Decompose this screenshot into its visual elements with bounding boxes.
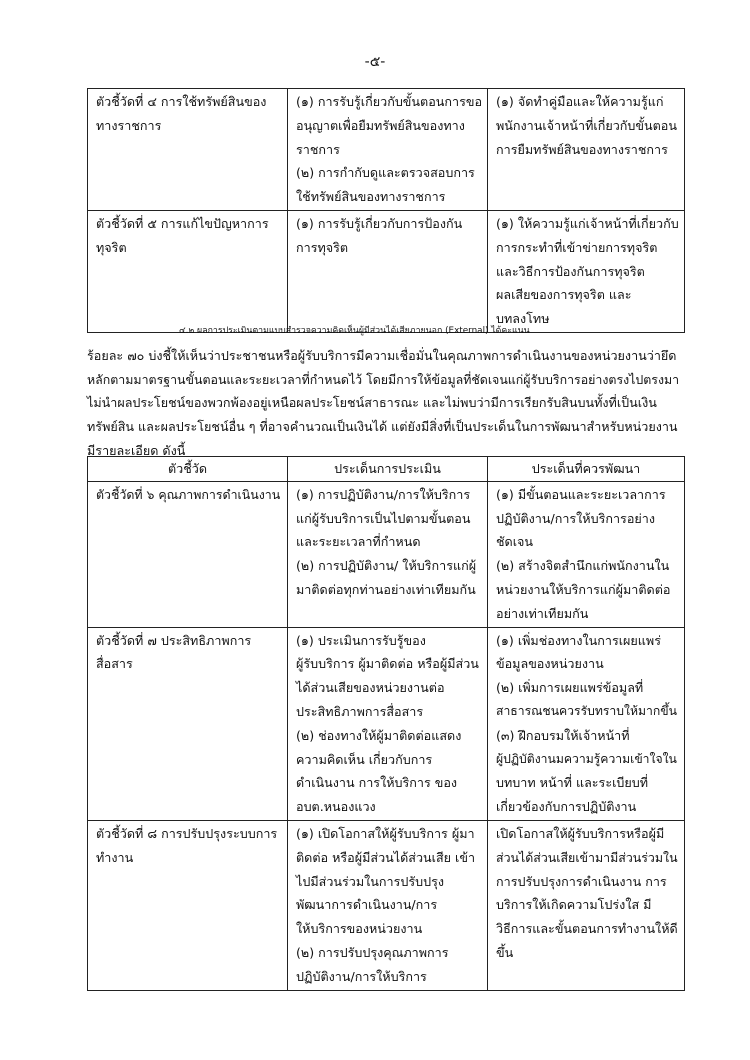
column-header: ตัวชี้วัด	[88, 457, 288, 482]
improve-cell: (๑) จัดทำคู่มือและให้ความรู้แก่ พนักงานเจ้าหน้าที่เกี่ยวกับขั้นตอน การยืมทรัพย์สินของทางราชการ	[488, 89, 685, 211]
indicator-cell: ตัวชี้วัดที่ ๕ การแก้ไขปัญหาการ ทุจริต	[88, 210, 288, 332]
indicator-cell: ตัวชี้วัดที่ ๔ การใช้ทรัพย์สินของ ทางราชการ	[88, 89, 288, 211]
column-header: ประเด็นที่ควรพัฒนา	[488, 457, 685, 482]
table-row	[88, 210, 685, 332]
issues-cell: (๑) การรับรู้เกี่ยวกับการป้องกัน การทุจริต	[288, 210, 488, 332]
external-assessment-paragraph: ๔.๒ ผลการประเมินตามแบบสำรวจความคิดเห็นผู้มีส่วนได้เสียภายนอก (External) ได้คะแนน ร้อยละ ๗๐ บ่งชี้ให้เห็นว่าประชาชนหรือผู้รับบริการมีความเชื่อมั่นในคุณภาพการดำเนินงานของหน่วยงานว่ายึด หลักตามมาตรฐานขั้นตอนและระยะเวลาที่กำหนดไว้ โดยมีการให้ข้อมูลที่ชัดเจนแก่ผู้รับบริการอย่างตรงไปตรงมา ไม่นำผลประโยชน์ของพวกพ้องอยู่เหนือผลประโยชน์สาธารณะ และไม่พบว่ามีการเรียกรับสินบนทั้งที่เป็นเงิน ทรัพย์สิน และผลประโยชน์อื่น ๆ ที่อาจคำนวณเป็นเงินได้ แต่ยังมีสิ่งที่เป็นประเด็นในการพัฒนาสำหรับหน่วยงาน มีรายละเอียด ดังนี้	[87, 326, 680, 458]
improve-cell: เปิดโอกาสให้ผู้รับบริการหรือผู้มี ส่วนได้ส่วนเสียเข้ามามีส่วนร่วมใน การปรับปรุงการดำเนินงาน การ บริการให้เกิดความโปร่งใส มี วิธีการและขั้นตอนการทำงานให้ดี ขึ้น	[488, 820, 685, 990]
issues-cell: (๑) เปิดโอกาสให้ผู้รับบริการ ผู้มา ติดต่อ หรือผู้มีส่วนได้ส่วนเสีย เข้า ไปมีส่วนร่วมในการปรับปรุง พัฒนาการดำเนินงาน/การ ให้บริการของหน่วยงาน (๒) การปรับปรุงคุณภาพการ ปฏิบัติงาน/การให้บริการ	[288, 820, 488, 990]
improve-cell: (๑) เพิ่มช่องทางในการเผยแพร่ ข้อมูลของหน่วยงาน (๒) เพิ่มการเผยแพร่ข้อมูลที่ สาธารณชนควรรับทราบให้มากขึ้น (๓) ฝึกอบรมให้เจ้าหน้าที่ ผู้ปฏิบัติงานมความรู้ความเข้าใจใน บทบาท หน้าที่ และระเบียบที่ เกี่ยวข้องกับการปฏิบัติงาน	[488, 627, 685, 820]
page-number: -๕-	[364, 54, 386, 70]
indicator-table-2	[87, 456, 685, 991]
indicator-table-1	[87, 88, 685, 333]
table-header-row	[88, 457, 685, 482]
table-row	[88, 89, 685, 211]
improve-cell: (๑) มีขั้นตอนและระยะเวลาการ ปฏิบัติงาน/การให้บริการอย่าง ชัดเจน (๒) สร้างจิตสำนึกแก่พนักงานใน หน่วยงานให้บริการแก่ผู้มาติดต่อ อย่างเท่าเทียมกัน	[488, 481, 685, 627]
improve-cell: (๑) ให้ความรู้แก่เจ้าหน้าที่เกี่ยวกับ การกระทำที่เข้าข่ายการทุจริต และวิธีการป้องกันการทุจริต ผลเสียของการทุจริต และ บทลงโทษ	[488, 210, 685, 332]
indicator-cell: ตัวชี้วัดที่ ๗ ประสิทธิภาพการ สื่อสาร	[88, 627, 288, 820]
issues-cell: (๑) การปฏิบัติงาน/การให้บริการ แก่ผู้รับบริการเป็นไปตามขั้นตอน และระยะเวลาที่กำหนด (๒) การปฏิบัติงาน/ ให้บริการแก่ผู้ มาติดต่อทุกท่านอย่างเท่าเทียมกัน	[288, 481, 488, 627]
table-row	[88, 481, 685, 627]
column-header: ประเด็นการประเมิน	[288, 457, 488, 482]
issues-cell: (๑) ประเมินการรับรู้ของ ผู้รับบริการ ผู้มาติดต่อ หรือผู้มีส่วน ได้ส่วนเสียของหน่วยงานต่อ ประสิทธิภาพการสื่อสาร (๒) ช่องทางให้ผู้มาติดต่อแสดง ความคิดเห็น เกี่ยวกับการ ดำเนินงาน การให้บริการ ของ อบต.หนองแวง	[288, 627, 488, 820]
table-row	[88, 820, 685, 990]
table-row	[88, 627, 685, 820]
indicator-cell: ตัวชี้วัดที่ ๖ คุณภาพการดำเนินงาน	[88, 481, 288, 627]
indicator-cell: ตัวชี้วัดที่ ๘ การปรับปรุงระบบการ ทำงาน	[88, 820, 288, 990]
issues-cell: (๑) การรับรู้เกี่ยวกับขั้นตอนการขอ อนุญาตเพื่อยืมทรัพย์สินของทาง ราชการ (๒) การกำกับดูและตรวจสอบการ ใช้ทรัพย์สินของทางราชการ	[288, 89, 488, 211]
